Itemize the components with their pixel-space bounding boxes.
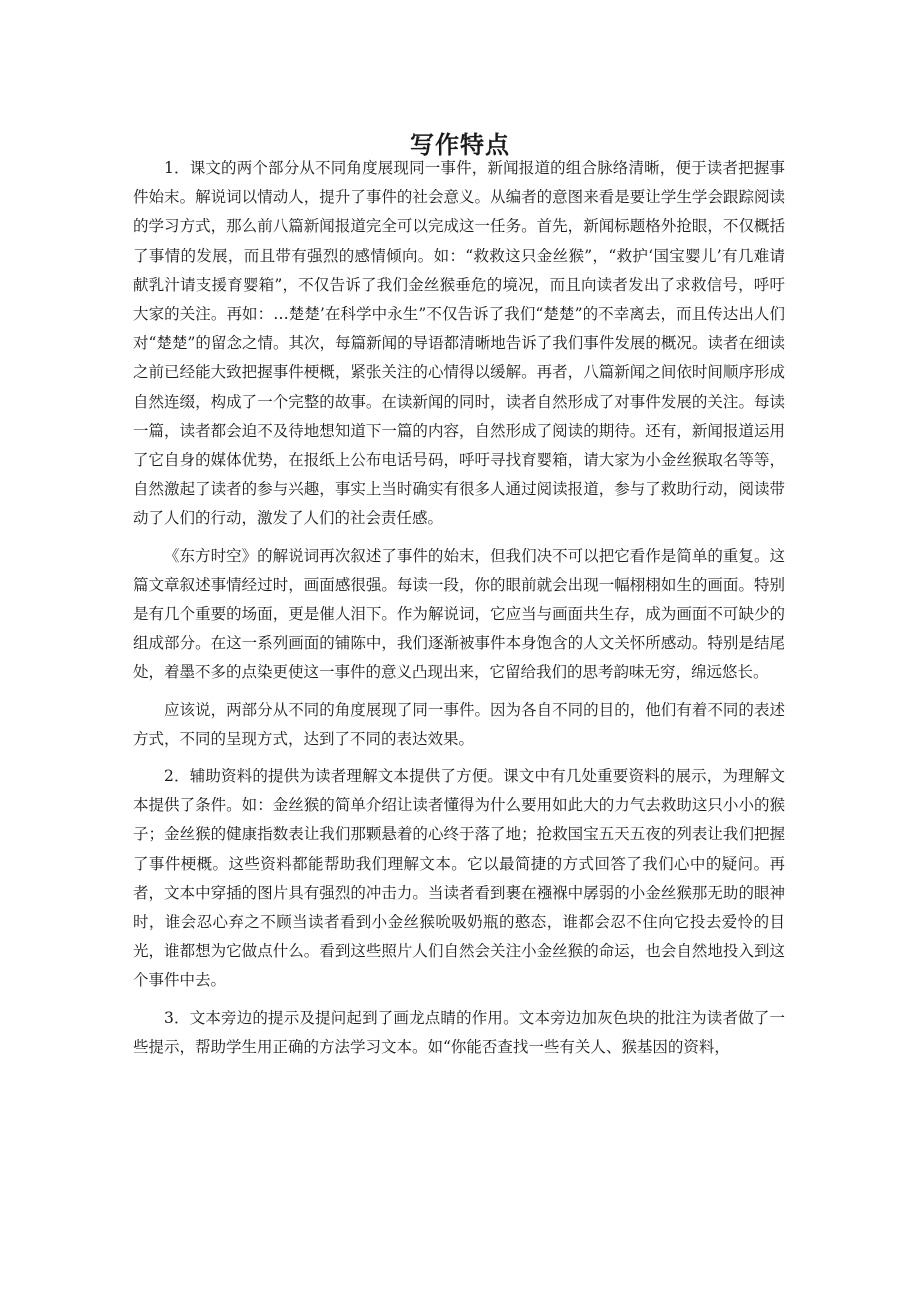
paragraph-4: 2．辅助资料的提供为读者理解文本提供了方便。课文中有几处重要资料的展示，为理解文本提供了条件。如：金丝猴的简单介绍让读者懂得为什么要用如此大的力气去救助这只小小的猴子；金丝猴的健康指数表让我们那颗悬着的心终于落了地；抢救国宝五天五夜的列表让我们把握了事件梗概。这些资料都能帮助我们理解文本。它以最简捷的方式回答了我们心中的疑问。再者，文本中穿插的图片具有强烈的冲击力。当读者看到裹在襁褓中孱弱的小金丝猴那无助的眼神时，谁会忍心弃之不顾当读者看到小金丝猴吮吸奶瓶的憨态，谁都会忍不住向它投去爱怜的目光，谁都想为它做点什么。看到这些照片人们自然会关注小金丝猴的命运，也会自然地投入到这个事件中去。 <box>133 767 785 990</box>
paragraph-1: 1．课文的两个部分从不同角度展现同一事件，新闻报道的组合脉络清晰，便于读者把握事件始末。解说词以情动人，提升了事件的社会意义。从编者的意图来看是要让学生学会跟踪阅读的学习方式，那么前八篇新闻报道完全可以完成这一任务。首先，新闻标题格外抢眼，不仅概括了事情的发展，而且带有强烈的感情倾向。如：“救救这只金丝猴”，“救护‘国宝婴儿’有几难请献乳汁请支援育婴箱”，不仅告诉了我们金丝猴垂危的境况，而且向读者发出了求救信号，呼吁大家的关注。再如：…楚楚’在科学中永生”不仅告诉了我们“楚楚”的不幸离去，而且传达出人们对“楚楚”的留念之情。其次，每篇新闻的导语都清晰地告诉了我们事件发展的概况。读者在细读之前已经能大致把握事件梗概，紧张关注的心情得以缓解。再者，八篇新闻之间依时间顺序形成自然连缀，构成了一个完整的故事。在读新闻的同时，读者自然形成了对事件发展的关注。每读一篇，读者都会迫不及待地想知道下一篇的内容，自然形成了阅读的期待。还有，新闻报道运用了它自身的媒体优势，在报纸上公布电话号码，呼吁寻找育婴箱，请大家为小金丝猴取名等等，自然激起了读者的参与兴趣，事实上当时确实有很多人通过阅读报道，参与了救助行动，阅读带动了人们的行动，激发了人们的社会责任感。 <box>133 159 785 528</box>
paragraph-3: 应该说，两部分从不同的角度展现了同一事件。因为各自不同的目的，他们有着不同的表述方式，不同的呈现方式，达到了不同的表达效果。 <box>133 700 785 748</box>
document-body <box>133 154 785 1062</box>
paragraph-5: 3．文本旁边的提示及提问起到了画龙点睛的作用。文本旁边加灰色块的批注为读者做了一些提示，帮助学生用正确的方法学习文本。如“你能否查找一些有关人、猴基因的资料， <box>133 1008 785 1056</box>
paragraph-2: 《东方时空》的解说词再次叙述了事件的始末，但我们决不可以把它看作是简单的重复。这篇文章叙述事情经过时，画面感很强。每读一段，你的眼前就会出现一幅栩栩如生的画面。特别是有几个重要的场面，更是催人泪下。作为解说词，它应当与画面共生存，成为画面不可缺少的组成部分。在这一系列画面的铺陈中，我们逐渐被事件本身饱含的人文关怀所感动。特别是结尾处，着墨不多的点染更使这一事件的意义凸现出来，它留给我们的思考韵味无穷，绵远悠长。 <box>133 546 785 682</box>
document-title: 写作特点 <box>410 130 510 160</box>
